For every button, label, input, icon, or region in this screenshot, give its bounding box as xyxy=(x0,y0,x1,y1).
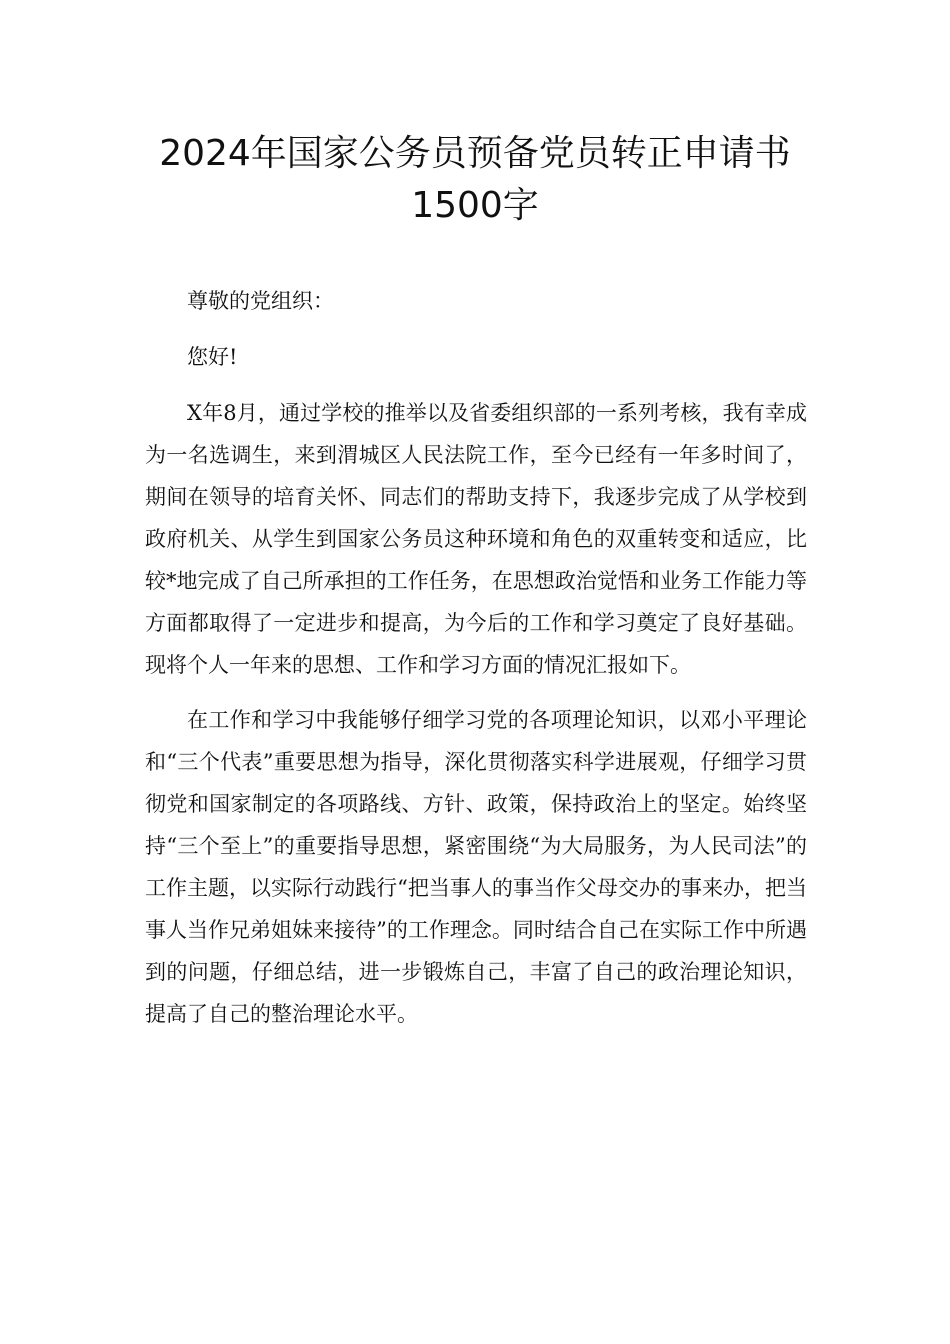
title-line-2: 1500字 xyxy=(411,185,539,226)
body-paragraph-2: 在工作和学习中我能够仔细学习党的各项理论知识，以邓小平理论和“三个代表”重要思想为指导，深化贯彻落实科学进展观，仔细学习贯彻党和国家制定的各项路线、方针、政策，保持政治上的坚定。始终坚持“三个至上”的重要指导思想，紧密围绕“为大局服务，为人民司法”的工作主题，以实际行动践行“把当事人的事当作父母交办的事来办，把当事人当作兄弟姐妹来接待”的工作理念。同时结合自己在实际工作中所遇到的问题，仔细总结，进一步锻炼自己，丰富了自己的政治理论知识，提高了自己的整治理论水平。 xyxy=(145,708,807,1026)
body-paragraph-1: X年8月，通过学校的推举以及省委组织部的一系列考核，我有幸成为一名选调生，来到渭城区人民法院工作，至今已经有一年多时间了，期间在领导的培育关怀、同志们的帮助支持下，我逐步完成了从学校到政府机关、从学生到国家公务员这种环境和角色的双重转变和适应，比较*地完成了自己所承担的工作任务，在思想政治觉悟和业务工作能力等方面都取得了一定进步和提高，为今后的工作和学习奠定了良好基础。现将个人一年来的思想、工作和学习方面的情况汇报如下。 xyxy=(145,401,807,677)
document-title xyxy=(120,128,830,232)
document-body xyxy=(145,280,807,1048)
title-line-1: 2024年国家公务员预备党员转正申请书 xyxy=(159,133,791,174)
greeting: 您好! xyxy=(187,345,238,369)
salutation: 尊敬的党组织： xyxy=(187,289,334,313)
